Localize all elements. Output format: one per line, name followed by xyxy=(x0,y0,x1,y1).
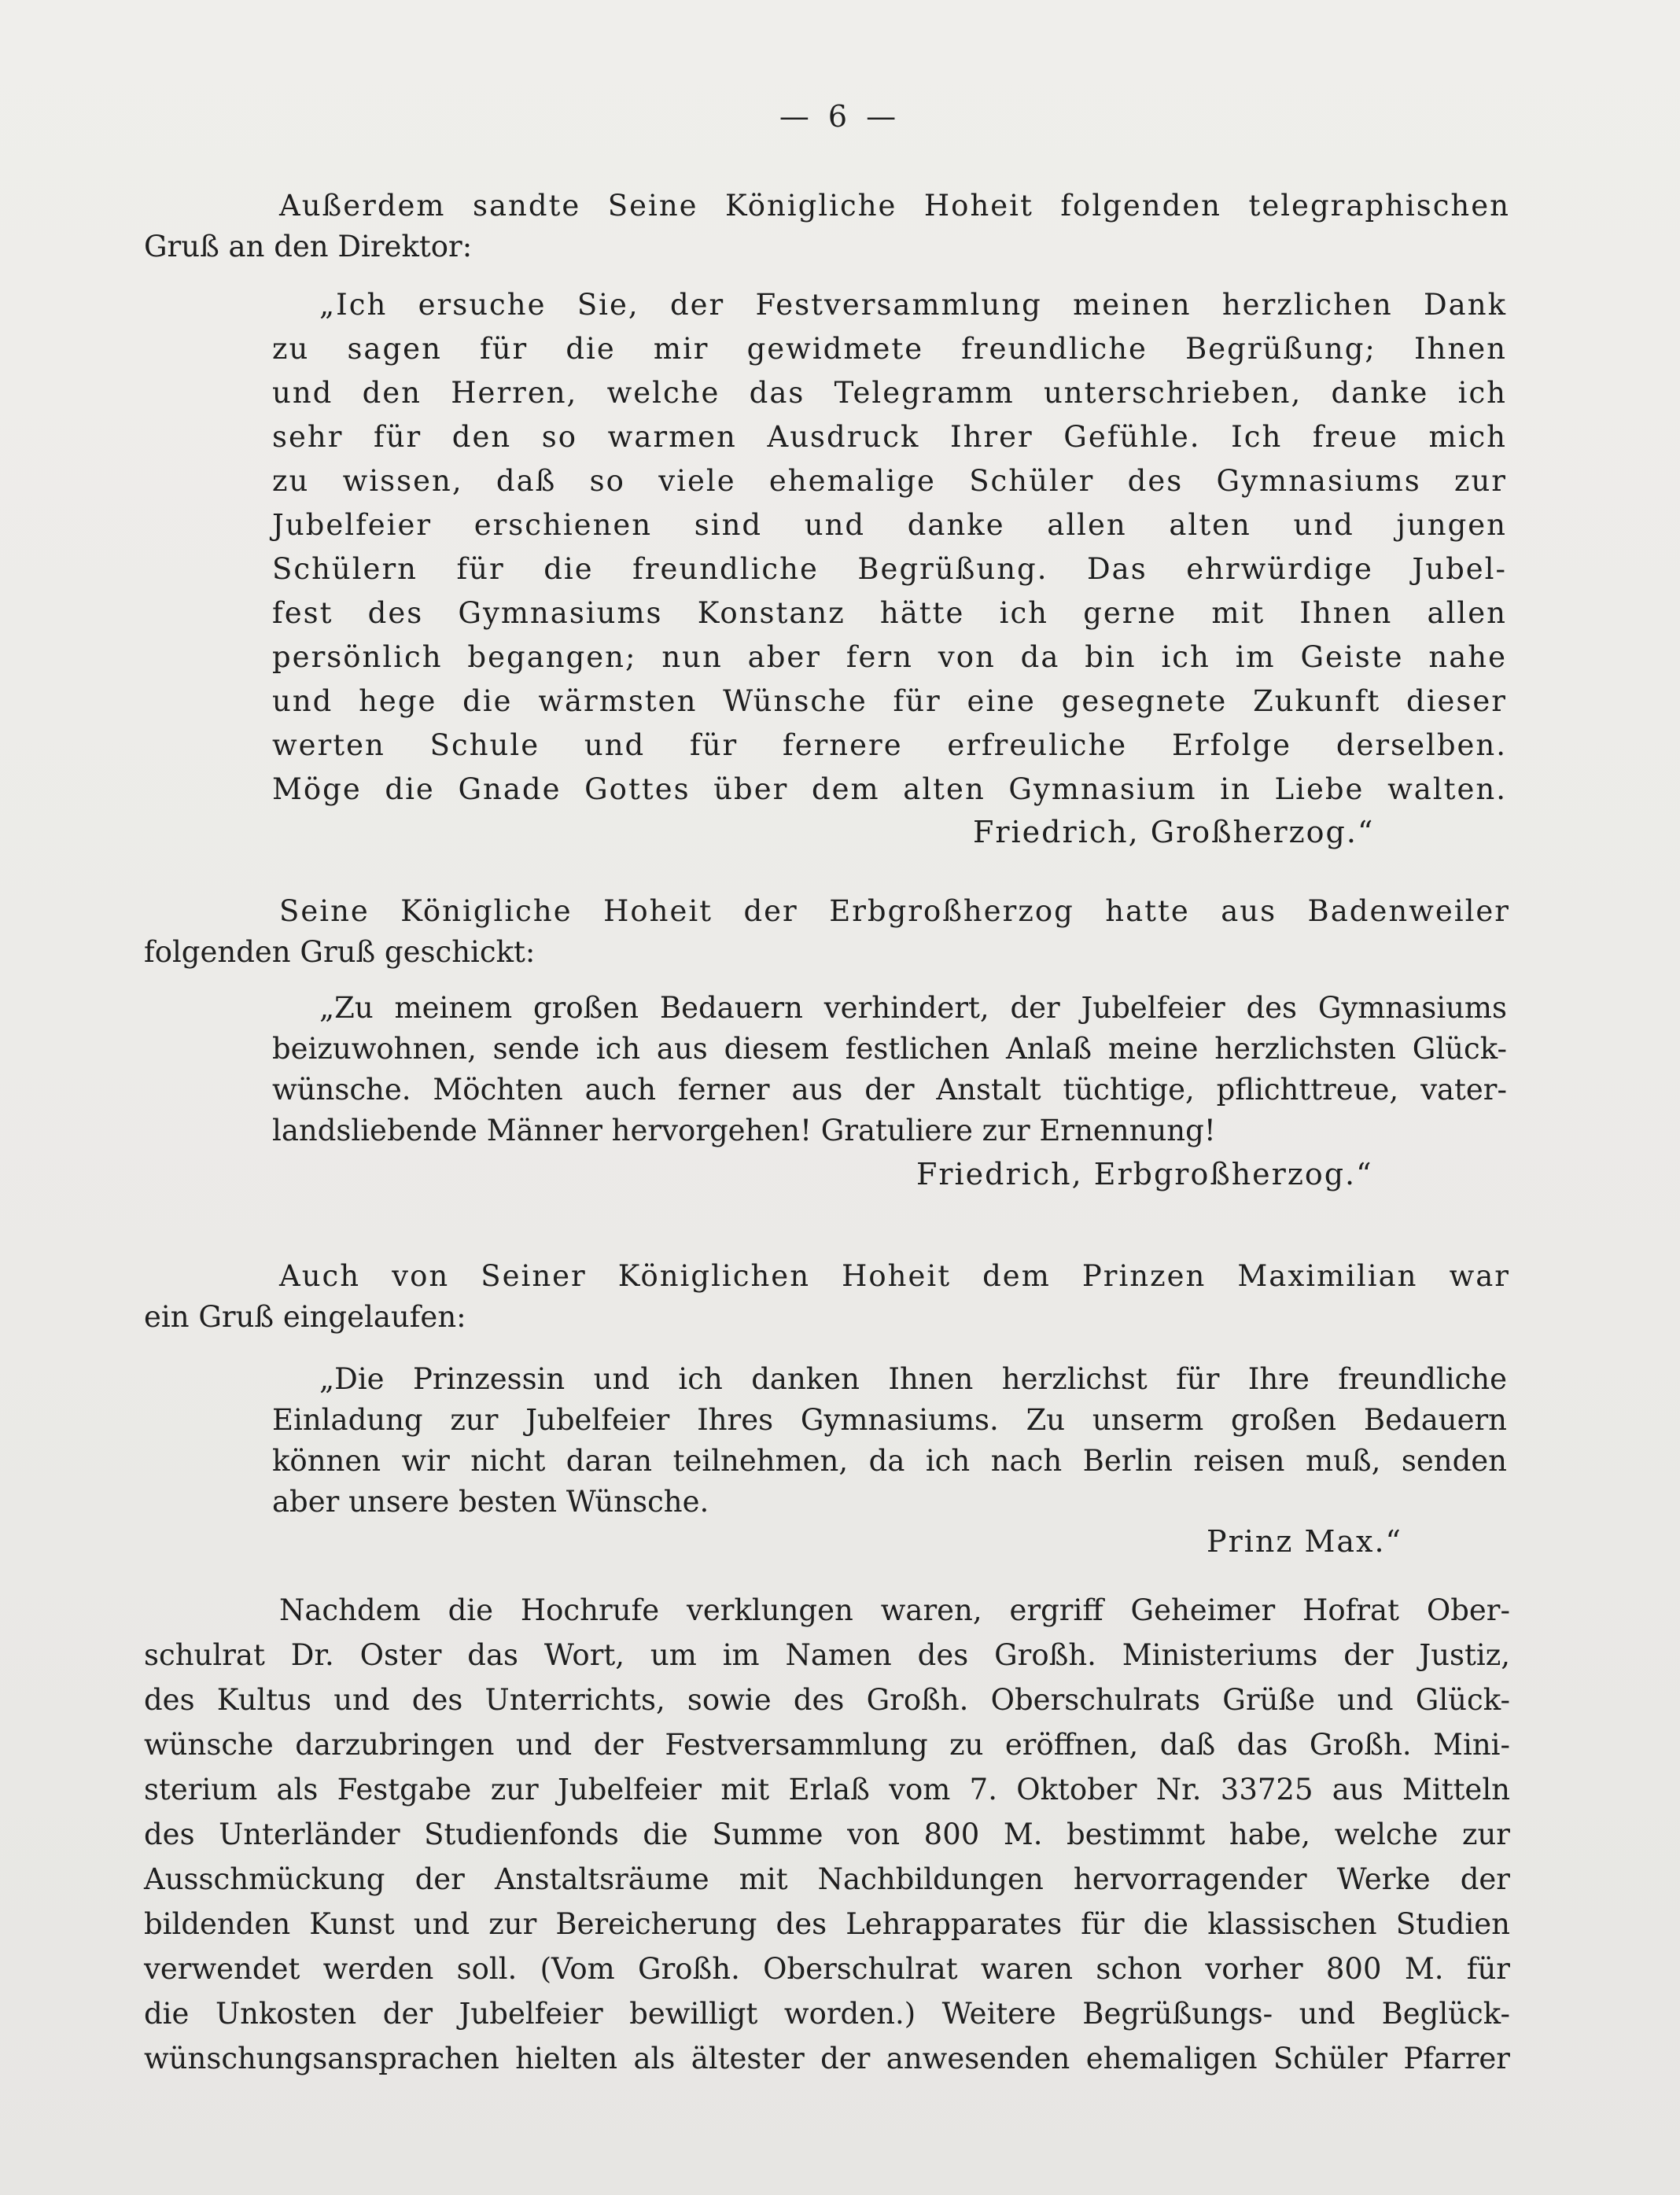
paragraph-line: Seine Königliche Hoheit der Erbgroßherzog hatte aus Badenweiler xyxy=(279,894,1510,928)
signature-prinz-max: Prinz Max.“ xyxy=(1207,1524,1402,1559)
quote-line: werten Schule und für fernere erfreuliche Erfolge derselben. xyxy=(272,728,1507,762)
paragraph-line: verwendet werden soll. (Vom Großh. Oberschulrat waren schon vorher 800 M. für xyxy=(144,1952,1510,1986)
signature-erbgrossherzog: Friedrich, Erbgroßherzog.“ xyxy=(916,1157,1373,1191)
quote-line: und hege die wärmsten Wünsche für eine gesegnete Zukunft dieser xyxy=(272,684,1507,718)
quote-line: „Zu meinem großen Bedauern verhindert, der Jubelfeier des Gymnasiums xyxy=(319,991,1507,1025)
paragraph-line: des Kultus und des Unterrichts, sowie des Großh. Oberschulrats Grüße und Glück- xyxy=(144,1683,1510,1717)
quote-line: Jubelfeier erschienen sind und danke allen alten und jungen xyxy=(272,508,1507,542)
paragraph-line: bildenden Kunst und zur Bereicherung des Lehrapparates für die klassischen Studien xyxy=(144,1907,1510,1941)
paragraph-line: schulrat Dr. Oster das Wort, um im Namen des Großh. Ministeriums der Justiz, xyxy=(144,1638,1510,1672)
paragraph-line: Gruß an den Direktor: xyxy=(144,230,473,263)
quote-line: Möge die Gnade Gottes über dem alten Gymnasium in Liebe walten. xyxy=(272,772,1507,806)
quote-line: beizuwohnen, sende ich aus diesem festlichen Anlaß meine herzlichsten Glück- xyxy=(272,1032,1507,1066)
paragraph-line: Nachdem die Hochrufe verklungen waren, ergriff Geheimer Hofrat Ober- xyxy=(279,1593,1510,1627)
paragraph-line: Auch von Seiner Königlichen Hoheit dem Prinzen Maximilian war xyxy=(279,1259,1510,1293)
quote-line: wünsche. Möchten auch ferner aus der Anstalt tüchtige, pflichttreue, vater- xyxy=(272,1073,1507,1107)
signature-grossherzog: Friedrich, Großherzog.“ xyxy=(973,815,1375,849)
paragraph-line: wünschungsansprachen hielten als ältester der anwesenden ehemaligen Schüler Pfarrer xyxy=(144,2042,1510,2075)
quote-line: persönlich begangen; nun aber fern von da bin ich im Geiste nahe xyxy=(272,640,1507,674)
quote-line: sehr für den so warmen Ausdruck Ihrer Gefühle. Ich freue mich xyxy=(272,420,1507,454)
quote-line: aber unsere besten Wünsche. xyxy=(272,1485,709,1519)
paragraph-line: Außerdem sandte Seine Königliche Hoheit folgenden telegraphischen xyxy=(279,189,1510,223)
quote-line: landsliebende Männer hervorgehen! Gratuliere zur Ernennung! xyxy=(272,1114,1216,1147)
page-number: — 6 — xyxy=(779,99,901,134)
quote-line: Schülern für die freundliche Begrüßung. Das ehrwürdige Jubel- xyxy=(272,552,1507,586)
paragraph-line: folgenden Gruß geschickt: xyxy=(144,935,536,969)
quote-line: zu wissen, daß so viele ehemalige Schüler des Gymnasiums zur xyxy=(272,464,1507,498)
quote-line: können wir nicht daran teilnehmen, da ich nach Berlin reisen muß, senden xyxy=(272,1444,1507,1478)
paragraph-line: ein Gruß eingelaufen: xyxy=(144,1300,466,1334)
paragraph-line: des Unterländer Studienfonds die Summe von 800 M. bestimmt habe, welche zur xyxy=(144,1818,1510,1851)
paragraph-line: die Unkosten der Jubelfeier bewilligt worden.) Weitere Begrüßungs- und Beglück- xyxy=(144,1997,1510,2031)
paragraph-line: wünsche darzubringen und der Festversammlung zu eröffnen, daß das Großh. Mini- xyxy=(144,1728,1510,1762)
paragraph-line: Ausschmückung der Anstaltsräume mit Nachbildungen hervorragender Werke der xyxy=(144,1862,1510,1896)
quote-line: zu sagen für die mir gewidmete freundliche Begrüßung; Ihnen xyxy=(272,332,1507,366)
quote-line: „Ich ersuche Sie, der Festversammlung meinen herzlichen Dank xyxy=(319,288,1507,322)
paragraph-line: sterium als Festgabe zur Jubelfeier mit Erlaß vom 7. Oktober Nr. 33725 aus Mitteln xyxy=(144,1773,1510,1806)
quote-line: „Die Prinzessin und ich danken Ihnen herzlichst für Ihre freundliche xyxy=(319,1362,1507,1396)
quote-line: und den Herren, welche das Telegramm unterschrieben, danke ich xyxy=(272,376,1507,410)
quote-line: Einladung zur Jubelfeier Ihres Gymnasiums. Zu unserm großen Bedauern xyxy=(272,1403,1507,1437)
quote-line: fest des Gymnasiums Konstanz hätte ich gerne mit Ihnen allen xyxy=(272,596,1507,630)
